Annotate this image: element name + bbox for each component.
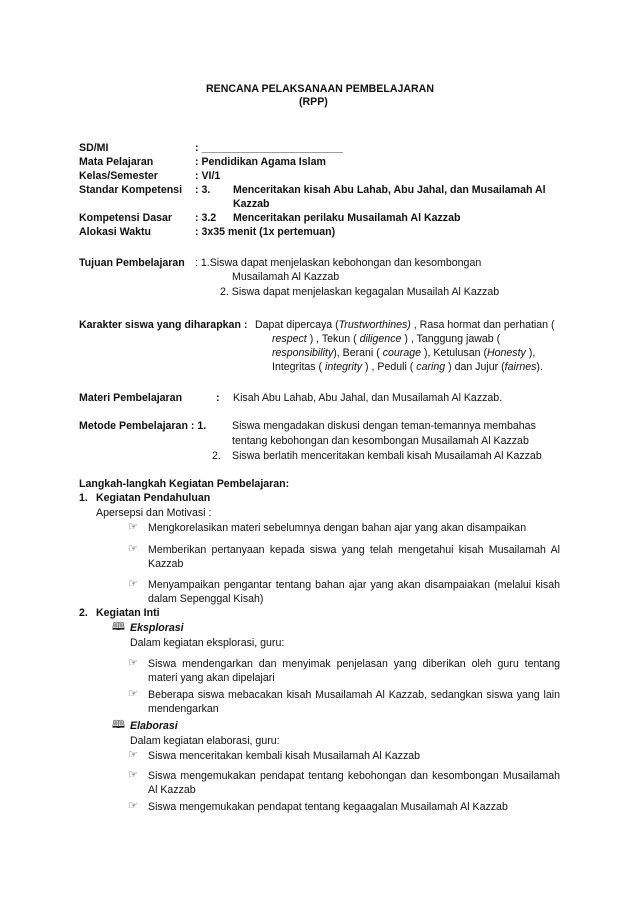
sk-label: Standar Kompetensi: [79, 184, 183, 196]
pointing-hand-icon: ☞: [128, 577, 138, 590]
class-value: : VI/1: [195, 170, 221, 182]
list-item: Siswa menceritakan kembali kisah Musailamah Al Kazzab: [148, 750, 421, 762]
langkah-heading: Langkah-langkah Kegiatan Pembelajaran:: [79, 478, 290, 490]
tujuan-item-1-cont: Musailamah Al Kazzab: [232, 271, 340, 283]
time-value: : 3x35 menit (1x pertemuan): [195, 226, 336, 238]
sk-text: Menceritakan kisah Abu Lahab, Abu Jahal, dan Musailamah Al: [233, 184, 546, 196]
kd-number: : 3.2: [195, 212, 217, 224]
karakter-line-4: [272, 360, 543, 374]
subject-value: : Pendidikan Agama Islam: [195, 156, 326, 168]
elaborasi-subtitle: Dalam kegiatan elaborasi, guru:: [130, 735, 280, 747]
section-1-title: Kegiatan Pendahuluan: [96, 492, 211, 504]
materi-value: Kisah Abu Lahab, Abu Jahal, dan Musailamah Al Kazzab.: [233, 392, 503, 404]
section-2-number: 2.: [79, 607, 88, 619]
pointing-hand-icon: ☞: [128, 768, 138, 781]
class-label: Kelas/Semester: [79, 170, 158, 182]
karakter-term: responsibility: [272, 347, 334, 359]
pointing-hand-icon: ☞: [128, 542, 138, 555]
metode-item-1-cont: tentang kebohongan dan kesombongan Musailamah Al Kazzab: [232, 435, 529, 447]
doc-title: RENCANA PELAKSANAAN PEMBELAJARAN: [206, 83, 434, 95]
karakter-term: courage: [382, 347, 422, 359]
tujuan-item-1: : 1.Siswa dapat menjelaskan kebohongan dan kesombongan: [195, 257, 482, 269]
karakter-label: Karakter siswa yang diharapkan :: [79, 319, 248, 331]
pointing-hand-icon: ☞: [128, 799, 138, 812]
open-book-icon: 🕮: [112, 620, 125, 633]
karakter-text: Dapat dipercaya (: [255, 319, 339, 331]
metode-item-2-number: 2.: [212, 450, 221, 462]
karakter-line-3: [272, 346, 535, 360]
eksplorasi-title: Eksplorasi: [130, 622, 184, 634]
list-item: Siswa mengemukakan pendapat tentang kebohongan dan kesombongan Musailamah: [148, 770, 560, 782]
list-item: Memberikan pertanyaan kepada siswa yang telah mengetahui kisah Musailamah Al: [148, 544, 560, 556]
karakter-text: ),: [528, 347, 536, 359]
list-item: Beberapa siswa mebacakan kisah Musailamah Al Kazzab, sedangkan siswa yang lain: [148, 689, 560, 701]
eksplorasi-subtitle: Dalam kegiatan eksplorasi, guru:: [130, 637, 285, 649]
materi-label: Materi Pembelajaran: [79, 392, 183, 404]
kd-text: Menceritakan perilaku Musailamah Al Kazzab: [233, 212, 461, 224]
list-item-cont: materi yang akan dipelajari: [148, 672, 275, 684]
karakter-term: respect: [272, 333, 307, 345]
materi-colon: :: [216, 392, 220, 404]
subject-label: Mata Pelajaran: [79, 156, 154, 168]
school-label: SD/MI: [79, 142, 109, 154]
karakter-text: ) dan Jujur (: [448, 361, 505, 373]
kd-label: Kompetensi Dasar: [79, 212, 173, 224]
tujuan-label: Tujuan Pembelajaran: [79, 257, 185, 269]
list-item: Mengkorelasikan materi sebelumnya dengan bahan ajar yang akan disampaikan: [148, 522, 527, 534]
list-item-cont: dalam Sepenggal Kisah): [148, 593, 264, 605]
metode-item-1: Siswa mengadakan diskusi dengan teman-temannya membahas: [232, 420, 536, 432]
metode-label: Metode Pembelajaran : 1.: [79, 420, 207, 432]
pointing-hand-icon: ☞: [128, 748, 138, 761]
karakter-term: Honesty: [486, 347, 526, 359]
list-item: Menyampaikan pengantar tentang bahan ajar yang akan disampaiakan (melalui kisah: [148, 579, 560, 591]
section-1-subtitle: Apersepsi dan Motivasi :: [96, 507, 212, 519]
list-item: Siswa mengemukakan pendapat tentang kegaagalan Musailamah Al Kazzab: [148, 801, 508, 813]
time-label: Alokasi Waktu: [79, 226, 152, 238]
karakter-text: ), Berani (: [333, 347, 380, 359]
section-1-number: 1.: [79, 492, 88, 504]
school-value: : ________________________: [195, 142, 343, 154]
metode-item-2: Siswa berlatih menceritakan kembali kisah Musailamah Al Kazzab: [232, 450, 542, 462]
pointing-hand-icon: ☞: [128, 520, 138, 533]
karakter-term: caring: [416, 361, 446, 373]
tujuan-item-2: 2. Siswa dapat menjelaskan kegagalan Musailah Al Kazzab: [220, 286, 500, 298]
karakter-term: diligence: [359, 333, 402, 345]
karakter-term: integrity: [325, 361, 363, 373]
karakter-text: ).: [536, 361, 543, 373]
doc-title-abbr: (RPP): [299, 96, 328, 108]
section-2-title: Kegiatan Inti: [96, 607, 160, 619]
open-book-icon: 🕮: [112, 718, 125, 731]
karakter-term: fairnes: [504, 361, 537, 373]
karakter-term: Trustworthines): [338, 319, 411, 331]
list-item-cont: mendengarkan: [148, 703, 219, 715]
karakter-text: ) , Tanggung jawab (: [404, 333, 501, 345]
karakter-text: ) , Tekun (: [309, 333, 357, 345]
list-item-cont: Al Kazzab: [148, 784, 196, 796]
karakter-text: Integritas (: [272, 361, 323, 373]
karakter-line-2: [272, 332, 500, 346]
pointing-hand-icon: ☞: [128, 656, 138, 669]
karakter-text: ), Ketulusan (: [423, 347, 487, 359]
karakter-text: , Rasa hormat dan perhatian (: [413, 319, 555, 331]
sk-text-cont: Kazzab: [233, 198, 270, 210]
list-item: Siswa mendengarkan dan menyimak penjelasan yang diberikan oleh guru tentang: [148, 658, 560, 670]
karakter-text: ) , Peduli (: [365, 361, 414, 373]
karakter-line-1: [255, 318, 555, 332]
elaborasi-title: Elaborasi: [130, 720, 178, 732]
list-item-cont: Kazzab: [148, 558, 184, 570]
pointing-hand-icon: ☞: [128, 687, 138, 700]
sk-number: : 3.: [195, 184, 211, 196]
